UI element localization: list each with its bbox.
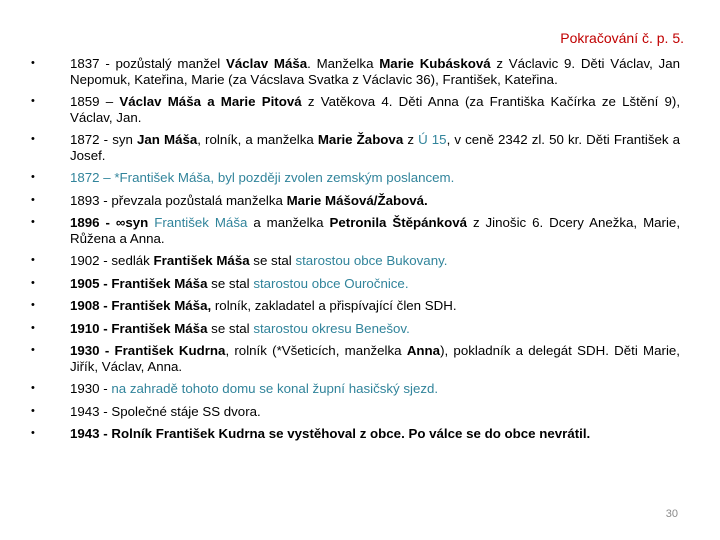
bullet-icon: •: [31, 193, 35, 206]
list-item: [24, 94, 680, 125]
item-text-segment: Václav Máša: [226, 56, 308, 71]
item-text-segment: Jan Máša: [136, 132, 198, 147]
history-list: [24, 56, 680, 449]
item-text-segment: Ú 15: [418, 132, 447, 147]
item-text-segment: Václav Máša a Marie Pitová: [119, 94, 302, 109]
bullet-icon: •: [31, 427, 35, 439]
item-text-segment: Petronila Štěpánková: [329, 215, 467, 230]
list-item: [24, 253, 680, 269]
item-text-segment: 1872 – *František Máša, byl později zvolen zemským poslancem.: [70, 170, 455, 185]
list-item: [24, 132, 680, 163]
item-text-segment: 1896 - ∞syn: [70, 215, 155, 230]
list-item: [24, 426, 680, 442]
item-text-segment: 1837 - pozůstalý manžel: [70, 56, 226, 71]
item-text-segment: 1859 –: [70, 94, 120, 109]
bullet-icon: •: [31, 276, 35, 289]
list-item: [24, 276, 680, 292]
item-text-segment: , rolník (*Všeticích, manželka: [225, 343, 407, 358]
bullet-icon: •: [31, 344, 35, 356]
item-text-segment: z: [403, 132, 419, 147]
bullet-icon: •: [31, 133, 35, 145]
item-text-segment: František Máša: [154, 215, 248, 230]
bullet-icon: •: [31, 216, 35, 228]
list-item: [24, 321, 680, 337]
item-text-segment: starostou obce Ouročnice.: [253, 275, 409, 291]
item-text-segment: 1905 - František Máša: [70, 275, 208, 291]
list-item: [24, 343, 680, 374]
list-item: [24, 298, 680, 314]
item-text-segment: se stal: [207, 275, 254, 291]
item-text-segment: starostou okresu Benešov.: [253, 320, 410, 336]
bullet-icon: •: [31, 57, 35, 69]
item-text-segment: 1943 - Společné stáje SS dvora.: [70, 403, 261, 419]
item-text-segment: Marie Mášová/Žabová.: [286, 192, 428, 208]
list-item: [24, 193, 680, 209]
item-text-segment: 1872 - syn: [70, 132, 137, 147]
item-text-segment: se stal: [249, 253, 296, 268]
item-text-segment: Anna: [406, 343, 441, 358]
item-text-segment: . Manželka: [307, 56, 380, 71]
item-text-segment: a manželka: [247, 215, 330, 230]
item-text-segment: Marie Kubásková: [379, 56, 491, 71]
item-text-segment: František Máša: [153, 253, 250, 268]
item-text-segment: 1930 -: [70, 381, 112, 396]
item-text-segment: na zahradě tohoto domu se konal župní hasičský sjezd.: [111, 381, 439, 396]
item-text-segment: 1893 - převzala pozůstalá manželka: [70, 192, 287, 208]
item-text-segment: 1908 - František Máša,: [70, 298, 212, 313]
item-text-segment: 1930 - František Kudrna: [70, 343, 226, 358]
bullet-icon: •: [31, 321, 35, 334]
item-text-segment: ), pokladník a delegát SDH. Děti Marie, Jiřík, Václav, Anna.: [70, 343, 680, 374]
bullet-icon: •: [31, 404, 35, 417]
list-item: [24, 215, 680, 246]
item-text-segment: rolník, zakladatel a přispívající člen SDH.: [211, 298, 457, 313]
bullet-icon: •: [31, 382, 35, 394]
item-text-segment: 1910 - František Máša: [70, 320, 208, 336]
item-text-segment: se stal: [207, 320, 254, 336]
continuation-header: Pokračování č. p. 5.: [560, 30, 684, 46]
bullet-icon: •: [31, 254, 35, 266]
item-text-segment: z Vatěkova 4. Děti Anna (za Františka Kačírka ze Lštění 9), Václav, Jan.: [70, 94, 681, 125]
item-text-segment: , v ceně 2342 zl. 50 kr. Děti František a Josef.: [70, 132, 681, 163]
item-text-segment: 1943 - Rolník František Kudrna se vystěhoval z obce. Po válce se do obce nevrátil.: [70, 426, 591, 441]
list-item: [24, 56, 680, 87]
list-item: [24, 381, 680, 397]
slide-number: 30: [665, 508, 678, 520]
item-text-segment: z Jinošic 6. Dcery Anežka, Marie, Růžena a Anna.: [70, 215, 681, 246]
list-item: [24, 404, 680, 420]
item-text-segment: z Václavic 9. Děti Václav, Jan Nepomuk, Kateřina, Marie (za Vácslava Svatka z Václavic 36), František, Kateřina.: [70, 56, 681, 87]
item-text-segment: Marie Žabova: [317, 132, 404, 147]
list-item: [24, 170, 680, 186]
bullet-icon: •: [31, 171, 35, 183]
bullet-icon: •: [31, 299, 35, 311]
item-text-segment: , rolník, a manželka: [197, 132, 318, 147]
bullet-icon: •: [31, 95, 35, 107]
item-text-segment: starostou obce Bukovany.: [295, 253, 448, 268]
item-text-segment: 1902 - sedlák: [70, 253, 154, 268]
